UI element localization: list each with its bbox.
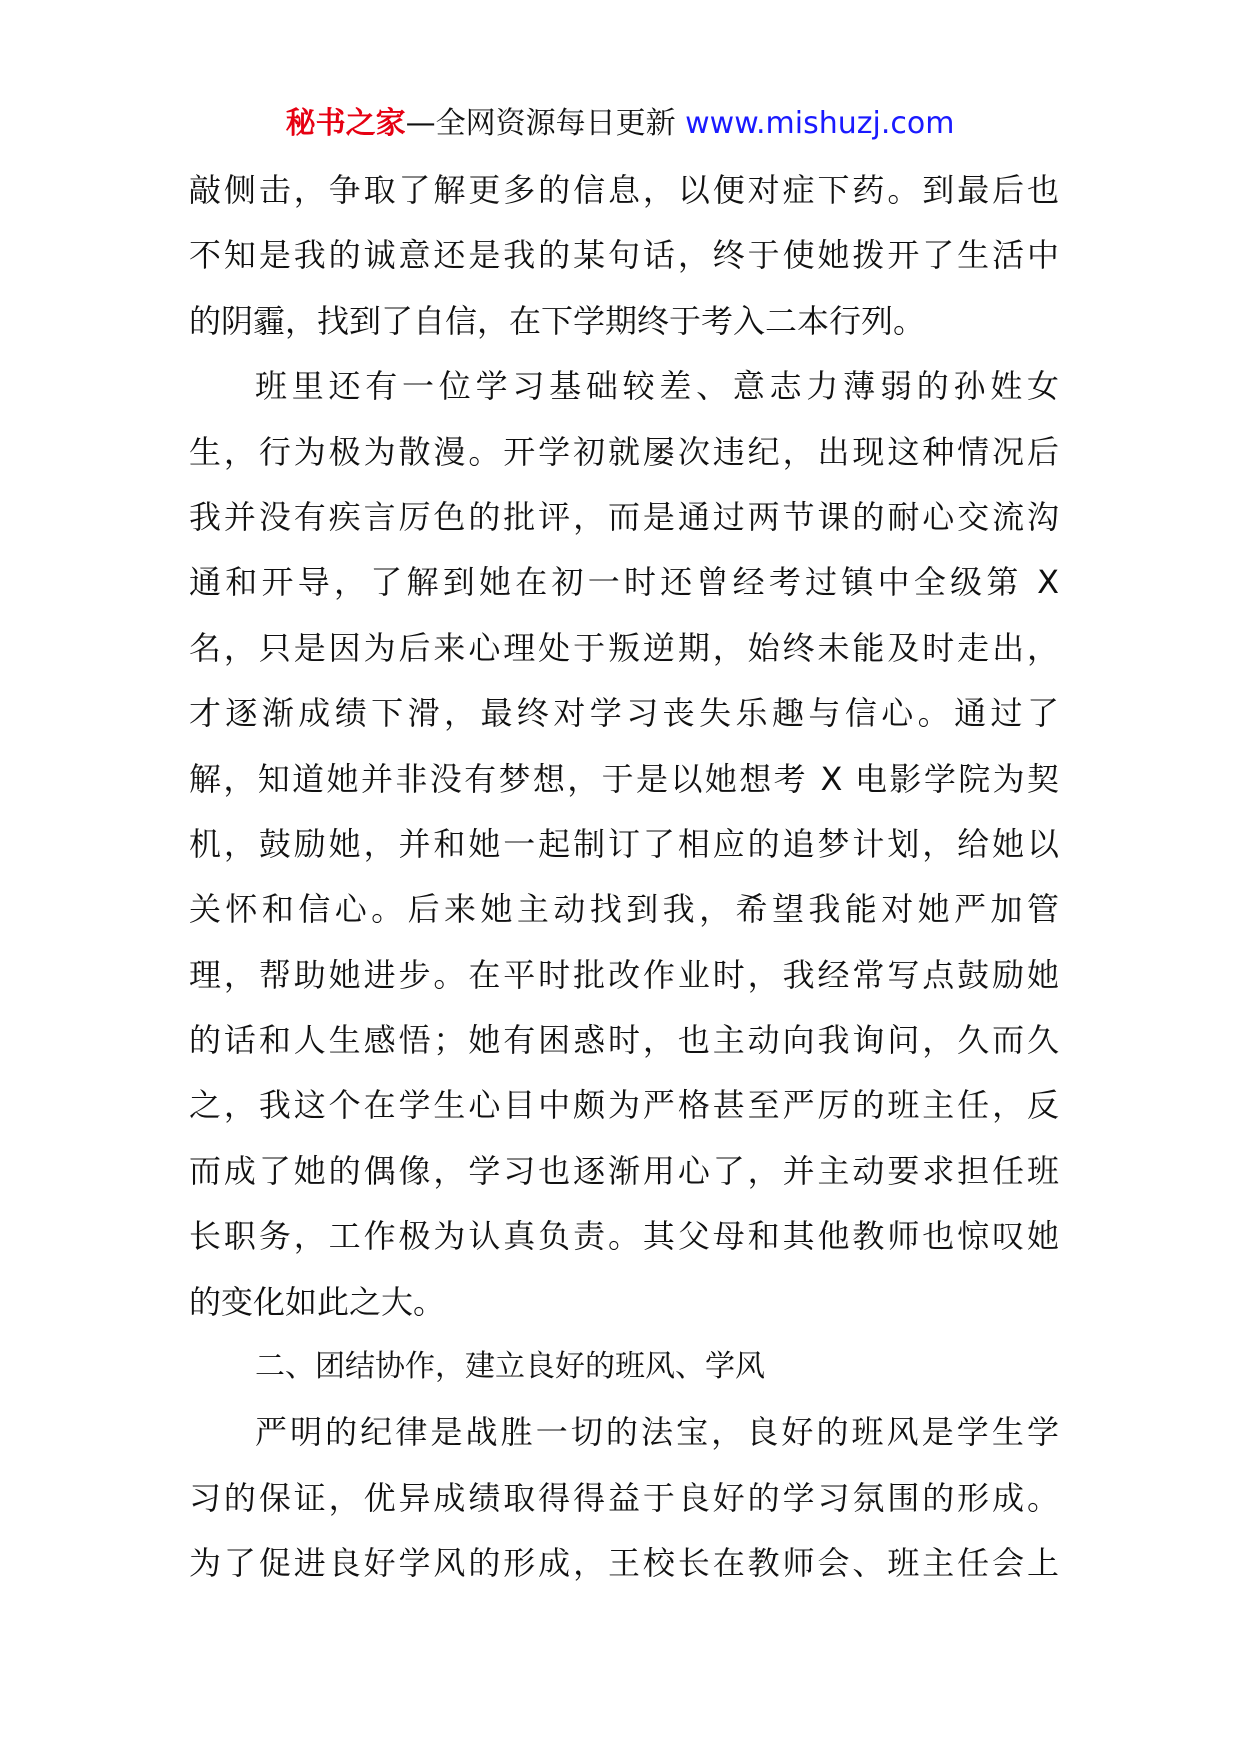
document-body <box>189 165 1059 1604</box>
text-line: 长职务，工作极为认真负责。其父母和其他教师也惊叹她 <box>189 1217 1059 1256</box>
text-line: 的阴霾，找到了自信，在下学期终于考入二本行列。 <box>189 301 926 340</box>
text-line: 的话和人生感悟；她有困惑时，也主动向我询问，久而久 <box>189 1021 1059 1060</box>
text-line: 不知是我的诚意还是我的某句话，终于使她拨开了生活中 <box>189 236 1059 275</box>
text-line: 名，只是因为后来心理处于叛逆期，始终未能及时走出， <box>189 628 1059 667</box>
section-heading: 二、团结协作，建立良好的班风、学风 <box>255 1349 765 1385</box>
text-line: 解，知道她并非没有梦想，于是以她想考 X 电影学院为契 <box>189 759 1059 798</box>
text-line: 生，行为极为散漫。开学初就屡次违纪，出现这种情况后 <box>189 432 1059 471</box>
text-line: 理，帮助她进步。在平时批改作业时，我经常写点鼓励她 <box>189 955 1059 994</box>
text-line: 习的保证，优异成绩取得得益于良好的学习氛围的形成。 <box>189 1478 1059 1517</box>
text-line: 通和开导，了解到她在初一时还曾经考过镇中全级第 X <box>189 563 1059 602</box>
text-line: 我并没有疾言厉色的批评，而是通过两节课的耐心交流沟 <box>189 497 1059 536</box>
brand-name: 秘书之家 <box>285 106 406 141</box>
text-line: 敲侧击，争取了解更多的信息，以便对症下药。到最后也 <box>189 171 1059 209</box>
site-url-link[interactable]: www.mishuzj.com <box>685 106 955 141</box>
text-line: 为了促进良好学风的形成，王校长在教师会、班主任会上 <box>189 1544 1059 1583</box>
text-line: 机，鼓励她，并和她一起制订了相应的追梦计划，给她以 <box>189 824 1059 863</box>
text-line: 关怀和信心。后来她主动找到我，希望我能对她严加管 <box>189 890 1059 929</box>
text-line: 才逐渐成绩下滑，最终对学习丧失乐趣与信心。通过了 <box>189 694 1059 733</box>
text-line: 而成了她的偶像，学习也逐渐用心了，并主动要求担任班 <box>189 1151 1059 1190</box>
text-line: 的变化如此之大。 <box>189 1282 446 1321</box>
header-tagline: —全网资源每日更新 <box>405 106 676 141</box>
page-header <box>0 104 1240 144</box>
text-line: 班里还有一位学习基础较差、意志力薄弱的孙姓女 <box>255 367 1059 406</box>
text-line: 之，我这个在学生心目中颇为严格甚至严厉的班主任，反 <box>189 1086 1059 1125</box>
text-line: 严明的纪律是战胜一切的法宝，良好的班风是学生学 <box>255 1413 1059 1452</box>
